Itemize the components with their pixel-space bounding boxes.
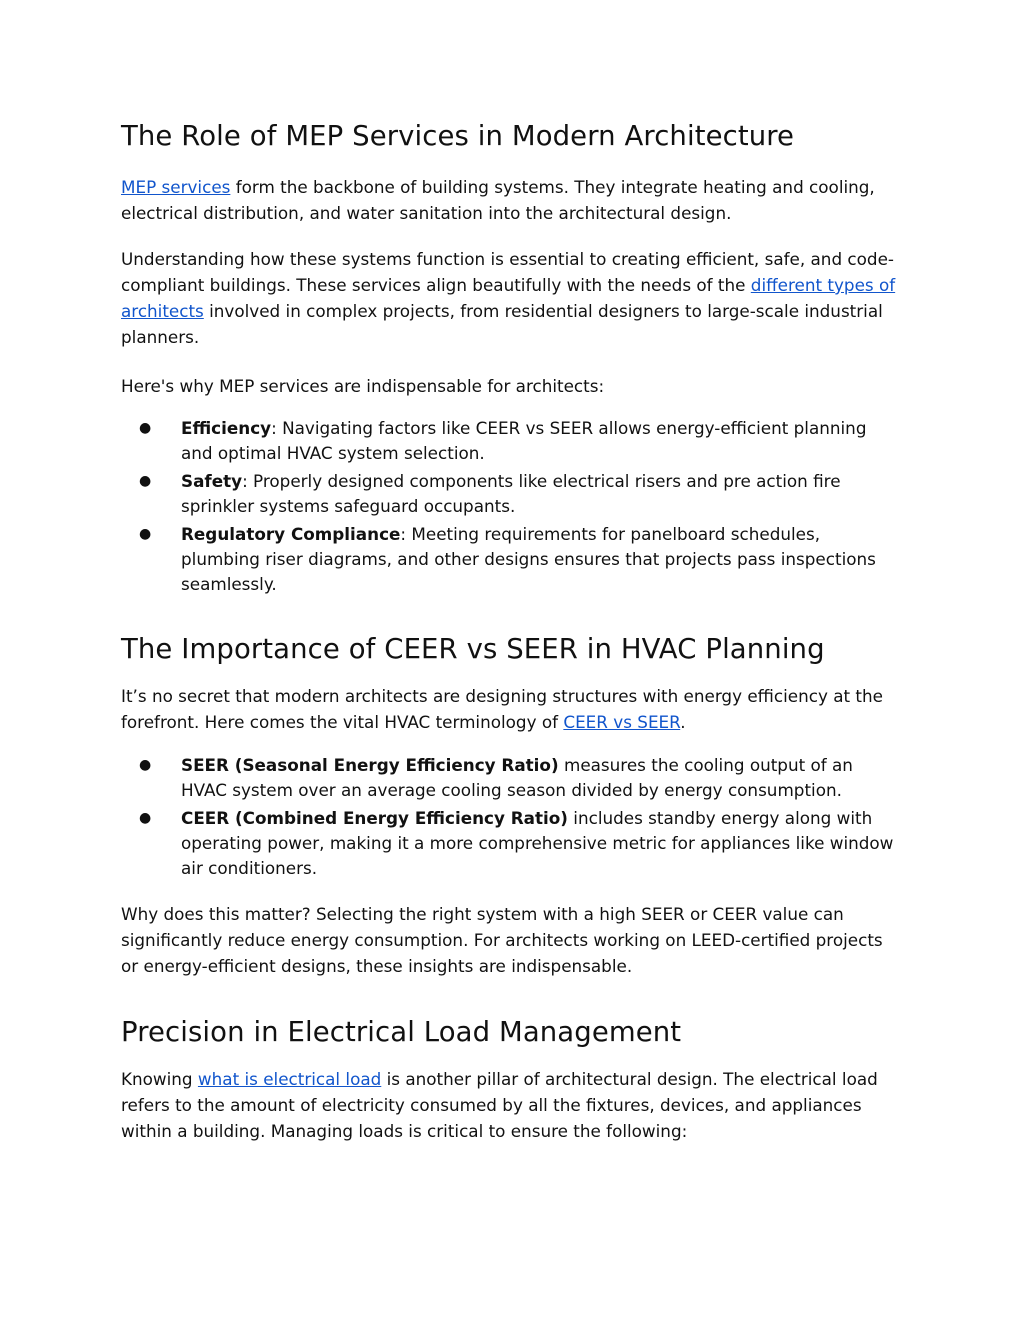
list-item-text: : Properly designed components like electrical risers and pre action fire sprinkler systems safeguard occupants. bbox=[181, 471, 841, 516]
list-item bbox=[121, 416, 896, 466]
mep-benefits-list bbox=[121, 416, 896, 597]
bullet-icon: ● bbox=[139, 526, 152, 542]
list-item-text: includes standby energy along with operating power, making it a more comprehensive metric for appliances like window air conditioners. bbox=[181, 808, 894, 878]
list-item bbox=[121, 522, 896, 597]
list-item-term: SEER (Seasonal Energy Efficiency Ratio) bbox=[181, 755, 559, 775]
paragraph-text: form the backbone of building systems. They integrate heating and cooling, electrical distribution, and water sanitation into the architectural design. bbox=[121, 177, 875, 223]
bullet-icon: ● bbox=[139, 757, 152, 773]
paragraph-why-indispensable: Here's why MEP services are indispensable for architects: bbox=[121, 376, 605, 396]
mep-services-link[interactable]: MEP services bbox=[121, 177, 231, 197]
document-page bbox=[121, 118, 896, 1144]
types-of-architects-link[interactable]: different types of architects bbox=[121, 275, 896, 321]
paragraph-text: is another pillar of architectural design. The electrical load refers to the amount of electricity consumed by all the fixtures, devices, and appliances within a building. Managing loads is critical to ensure the following: bbox=[121, 1069, 878, 1141]
list-item-text: : Navigating factors like CEER vs SEER allows energy-efficient planning and optimal HVAC system selection. bbox=[181, 418, 867, 463]
bullet-icon: ● bbox=[139, 810, 152, 826]
paragraph-systems-function bbox=[121, 246, 896, 350]
paragraph-energy-efficiency bbox=[121, 683, 896, 735]
paragraph-mep-intro bbox=[121, 174, 896, 226]
paragraph-text: Understanding how these systems function is essential to creating efficient, safe, and code-compliant buildings. These services align beautifully with the needs of the bbox=[121, 249, 894, 295]
list-item-term: Efficiency bbox=[181, 418, 272, 438]
paragraph-why-matter: Why does this matter? Selecting the right system with a high SEER or CEER value can significantly reduce energy consumption. For architects working on LEED-certified projects or energy-efficient designs, these insights are indispensable. bbox=[121, 904, 883, 976]
section-heading-ceer-seer: The Importance of CEER vs SEER in HVAC Planning bbox=[121, 633, 825, 665]
ceer-seer-list bbox=[121, 753, 896, 881]
list-item-term: Safety bbox=[181, 471, 243, 491]
list-item-text: measures the cooling output of an HVAC system over an average cooling season divided by energy consumption. bbox=[181, 755, 853, 800]
section-heading-mep-role: The Role of MEP Services in Modern Architecture bbox=[121, 120, 795, 152]
paragraph-text: . bbox=[680, 712, 686, 732]
list-item-text: : Meeting requirements for panelboard schedules, plumbing riser diagrams, and other designs ensures that projects pass inspections seamlessly. bbox=[181, 524, 876, 594]
electrical-load-link[interactable]: what is electrical load bbox=[197, 1069, 382, 1089]
section-heading-electrical-load: Precision in Electrical Load Management bbox=[121, 1016, 682, 1048]
list-item bbox=[121, 753, 896, 803]
bullet-icon: ● bbox=[139, 473, 152, 489]
paragraph-text: involved in complex projects, from residential designers to large-scale industrial planners. bbox=[121, 301, 883, 347]
bullet-icon: ● bbox=[139, 420, 152, 436]
paragraph-text: It’s no secret that modern architects are designing structures with energy efficiency at the forefront. Here comes the vital HVAC terminology of bbox=[121, 686, 883, 732]
list-item-term: Regulatory Compliance bbox=[181, 524, 401, 544]
list-item bbox=[121, 806, 896, 881]
list-item bbox=[121, 469, 896, 519]
paragraph-electrical-load bbox=[121, 1066, 896, 1144]
ceer-vs-seer-link[interactable]: CEER vs SEER bbox=[563, 712, 681, 732]
paragraph-text: Knowing bbox=[121, 1069, 198, 1089]
list-item-term: CEER (Combined Energy Efficiency Ratio) bbox=[181, 808, 568, 828]
